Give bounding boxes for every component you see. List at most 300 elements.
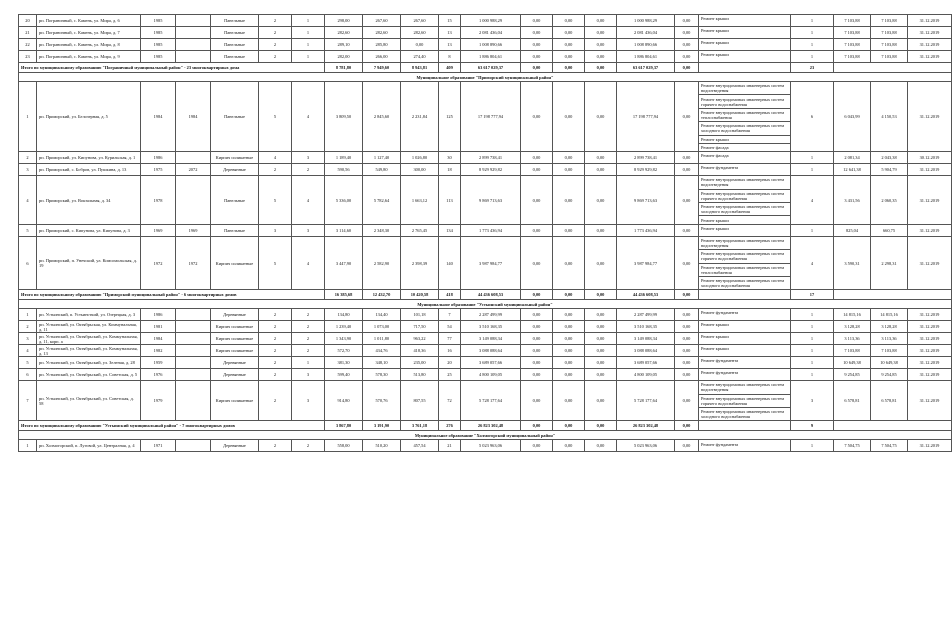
total-empty [699,421,791,431]
work-type-item: Ремонт внутридомовых инженерных систем водоотведения [699,176,790,189]
total-area: 134,80 [325,309,363,321]
fund-regional: 0,00 [553,369,585,381]
deadline: 31.12.2019 [908,309,952,321]
table-row [19,176,952,225]
fund-regional: 0,00 [553,333,585,345]
fund-other: 0,00 [675,381,699,421]
fund-local: 0,00 [585,357,617,369]
residential-area: 717,50 [401,321,439,333]
total-empty [699,290,791,300]
work-type-item: Ремонт внутридомовых инженерных систем горячего водоснабжения [699,95,790,108]
floors: 5 [259,176,292,225]
total-fund-federal: 0,00 [521,63,553,73]
residential-area: 418,36 [401,345,439,357]
year-renovated [176,309,211,321]
residents: 54 [439,321,461,333]
table-row [19,309,952,321]
residents: 140 [439,236,461,290]
work-type-item: Ремонт фасада [701,153,729,159]
deadline: 30.12.2019 [908,152,952,164]
wall-material: Панельные [211,39,259,51]
fund-federal: 0,00 [521,51,553,63]
deadline: 31.12.2019 [908,164,952,176]
table-row [19,51,952,63]
work-types [699,321,791,333]
total-cost: 2 899 738,41 [461,152,521,164]
address: рп. Приморский, ул. Белозерная, д. 5 [37,82,141,152]
fund-federal: 0,00 [521,333,553,345]
fund-local: 0,00 [585,381,617,421]
fund-regional: 0,00 [553,381,585,421]
fund-owners: 1 773 436,94 [617,224,675,236]
row-number: 21 [19,27,37,39]
work-type-item: Ремонт фундамента [701,310,739,316]
total-residents: 409 [439,63,461,73]
fund-regional: 0,00 [553,357,585,369]
entrances: 3 [292,381,325,421]
work-types [699,440,791,452]
year-renovated: 2072 [176,164,211,176]
total-area: 1 239,40 [325,321,363,333]
fund-owners: 5 728 177,64 [617,381,675,421]
total-cost: 2 081 436,04 [461,27,521,39]
work-count: 1 [791,152,834,164]
work-count: 1 [791,309,834,321]
floors: 5 [259,236,292,290]
entrances: 4 [292,82,325,152]
total-fund-federal: 0,00 [521,290,553,300]
floors: 2 [259,369,292,381]
entrances: 2 [292,321,325,333]
year-built: 1976 [141,369,176,381]
fund-owners: 3 510 168,35 [617,321,675,333]
work-types [699,236,791,290]
work-count: 1 [791,345,834,357]
work-type-item: Ремонт крыши [701,322,729,328]
total-area: 8 781,80 [325,63,363,73]
work-count: 1 [791,440,834,452]
max-unit-cost: 3 113,36 [871,333,908,345]
work-type-item: Ремонт фундамента [701,370,739,376]
work-type-item: Ремонт внутридомовых инженерных систем теплоснабжения [699,109,790,122]
year-renovated [176,321,211,333]
residential-area: 513,80 [401,369,439,381]
row-number: 3 [19,164,37,176]
table-row [19,357,952,369]
table-row [19,236,952,290]
year-renovated [176,440,211,452]
entrances: 2 [292,440,325,452]
fund-federal: 0,00 [521,309,553,321]
total-cost: 44 436 608,53 [461,290,521,300]
fund-owners: 8 929 929,82 [617,164,675,176]
unit-cost: 9 254,85 [834,369,871,381]
residents: 21 [439,440,461,452]
residents: 25 [439,369,461,381]
residential-area: 0,00 [401,39,439,51]
wall-material: Панельные [211,176,259,225]
fund-owners: 1 000 988,29 [617,15,675,27]
total-cost: 5 728 177,64 [461,381,521,421]
total-cost: 26 823 302,48 [461,421,521,431]
total-area: 16 385,68 [325,290,363,300]
entrances: 1 [292,357,325,369]
table-row [19,224,952,236]
work-type-item: Ремонт внутридомовых инженерных систем водоотведения [699,381,790,394]
year-built: 1969 [141,224,176,236]
floors: 2 [259,345,292,357]
fund-other: 0,00 [675,51,699,63]
section-total-row [19,290,952,300]
work-types [699,51,791,63]
work-type-item: Ремонт фундамента [701,441,739,447]
year-renovated [176,357,211,369]
total-fund-owners: 44 436 608,53 [617,290,675,300]
total-fund-owners: 63 617 029,37 [617,63,675,73]
unit-cost: 3 590,31 [834,236,871,290]
unit-cost: 6 578,81 [834,381,871,421]
work-types [699,164,791,176]
row-number: 23 [19,51,37,63]
work-count: 1 [791,15,834,27]
row-number: 4 [19,345,37,357]
residential-area: 274,40 [401,51,439,63]
floors: 2 [259,15,292,27]
fund-other: 0,00 [675,333,699,345]
deadline: 31.12.2019 [908,321,952,333]
row-number: 1 [19,309,37,321]
residents: 125 [439,82,461,152]
fund-owners: 9 869 713,63 [617,176,675,225]
work-type-item: Ремонт крыши [701,334,729,340]
living-area: 267,60 [363,15,401,27]
floors: 2 [259,39,292,51]
address: рп. Устьинский, ул. Октябрьский, ул. Советская, д. 58 [37,381,141,421]
year-renovated [176,51,211,63]
living-area: 1 127,40 [363,152,401,164]
deadline: 31.12.2019 [908,39,952,51]
year-built: 1985 [141,51,176,63]
wall-material: Кирпич силикатные [211,152,259,164]
row-number: 6 [19,369,37,381]
fund-federal: 0,00 [521,440,553,452]
fund-regional: 0,00 [553,345,585,357]
entrances: 3 [292,152,325,164]
residential-area: 2 231,84 [401,82,439,152]
deadline: 31.12.2019 [908,381,952,421]
work-types [699,345,791,357]
row-number: 20 [19,15,37,27]
year-built: 1985 [141,15,176,27]
total-cost: 3 149 088,34 [461,333,521,345]
total-cost: 17 198 777,94 [461,82,521,152]
work-type-item: Ремонт фундамента [701,358,739,364]
total-fund-local: 0,00 [585,421,617,431]
max-unit-cost: 660,75 [871,224,908,236]
fund-regional: 0,00 [553,51,585,63]
address: рп. Приморский, ул. Вокзальная, д. 34 [37,176,141,225]
fund-owners: 2 287 499,99 [617,309,675,321]
fund-other: 0,00 [675,236,699,290]
unit-cost: 825,04 [834,224,871,236]
fund-federal: 0,00 [521,224,553,236]
deadline: 31.12.2019 [908,15,952,27]
fund-federal: 0,00 [521,321,553,333]
work-count: 4 [791,176,834,225]
year-renovated [176,27,211,39]
table-row [19,27,952,39]
floors: 2 [259,51,292,63]
entrances: 1 [292,27,325,39]
fund-local: 0,00 [585,224,617,236]
deadline: 31.12.2019 [908,27,952,39]
work-type-item: Ремонт крыши [701,225,729,231]
fund-local: 0,00 [585,164,617,176]
fund-federal: 0,00 [521,15,553,27]
floors: 2 [259,309,292,321]
address: рп. Пограничный, с. Камень, ул. Мира, д. 6 [37,15,141,27]
max-unit-cost: 7 103,88 [871,345,908,357]
floors: 2 [259,333,292,345]
work-count: 1 [791,27,834,39]
living-area: 2 582,90 [363,236,401,290]
total-cost: 8 929 929,82 [461,164,521,176]
year-renovated [176,381,211,421]
entrances: 4 [292,236,325,290]
work-type-item: Ремонт внутридомовых инженерных систем водоотведения [699,82,790,95]
fund-local: 0,00 [585,152,617,164]
wall-material: Кирпич силикатные [211,381,259,421]
work-count: 1 [791,369,834,381]
row-number: 3 [19,333,37,345]
wall-material: Деревянные [211,369,259,381]
floors: 2 [259,27,292,39]
fund-federal: 0,00 [521,164,553,176]
living-area: 2 845,60 [363,82,401,152]
work-count: 1 [791,333,834,345]
total-fund-other: 0,00 [675,290,699,300]
work-type-item: Ремонт крыши [701,16,729,22]
work-type-item: Ремонт крыши [699,136,790,144]
fund-other: 0,00 [675,309,699,321]
wall-material: Панельные [211,82,259,152]
fund-owners: 3 149 088,34 [617,333,675,345]
fund-regional: 0,00 [553,309,585,321]
year-renovated [176,176,211,225]
fund-other: 0,00 [675,164,699,176]
section-total-row [19,63,952,73]
work-types [699,15,791,27]
total-area: 381,30 [325,357,363,369]
address: рп. Приморский, с. Кипунова, ул. Кипунова, д. 3 [37,224,141,236]
table-row [19,440,952,452]
fund-other: 0,00 [675,39,699,51]
table-row [19,39,952,51]
fund-other: 0,00 [675,82,699,152]
total-area: 3 447,90 [325,236,363,290]
total-label: Итого по муниципальному образованию "Устьинский муниципальный район" - 7 многоквартирных домов [19,421,325,431]
max-unit-cost: 2 060,35 [871,176,908,225]
address: рп. Устьинский, ул. Октябрьская, ул. Коммунальная, д. 11 [37,321,141,333]
year-built: 1984 [141,82,176,152]
unit-cost: 7 103,88 [834,39,871,51]
residential-area: 235,00 [401,357,439,369]
fund-federal: 0,00 [521,27,553,39]
total-living-area: 3 191,90 [363,421,401,431]
work-count: 4 [791,236,834,290]
deadline: 31.12.2019 [908,176,952,225]
address: рп. Приморский, с. Бобров, ул. Пушкина, д. 13 [37,164,141,176]
wall-material: Деревянные [211,309,259,321]
unit-cost: 7 103,88 [834,345,871,357]
total-empty [699,63,791,73]
max-unit-cost: 5 904,79 [871,164,908,176]
section-header [19,300,952,309]
entrances: 1 [292,51,325,63]
work-count: 6 [791,82,834,152]
total-cost: 3 689 057,66 [461,357,521,369]
total-cost: 2 287 499,99 [461,309,521,321]
total-cost: 1 773 436,94 [461,224,521,236]
total-work-count: 23 [791,63,834,73]
residents: 7 [439,309,461,321]
residents: 72 [439,381,461,421]
deadline: 31.12.2019 [908,333,952,345]
total-fund-other: 0,00 [675,421,699,431]
fund-regional: 0,00 [553,236,585,290]
unit-cost: 7 103,88 [834,15,871,27]
work-count: 1 [791,39,834,51]
total-area: 914,80 [325,381,363,421]
total-area: 590,56 [325,164,363,176]
total-fund-local: 0,00 [585,63,617,73]
living-area: 2 348,30 [363,224,401,236]
fund-local: 0,00 [585,369,617,381]
living-area: 434,76 [363,345,401,357]
fund-regional: 0,00 [553,82,585,152]
fund-federal: 0,00 [521,381,553,421]
register-sheet [18,14,940,452]
total-fund-owners: 26 823 302,48 [617,421,675,431]
work-type-item: Ремонт крыши [701,217,729,223]
residents: 30 [439,152,461,164]
unit-cost: 7 103,88 [834,51,871,63]
residential-area: 807,55 [401,381,439,421]
residents: 18 [439,164,461,176]
living-area: 266,00 [363,51,401,63]
floors: 5 [259,82,292,152]
residents: 20 [439,357,461,369]
unit-cost: 2 081,34 [834,152,871,164]
fund-local: 0,00 [585,27,617,39]
fund-owners: 4 800 109,05 [617,369,675,381]
living-area: 1 073,00 [363,321,401,333]
section-header [19,431,952,440]
entrances: 3 [292,224,325,236]
total-empty [834,421,952,431]
row-number: 4 [19,176,37,225]
fund-local: 0,00 [585,345,617,357]
table-row [19,152,952,164]
unit-cost: 3 128,28 [834,321,871,333]
total-work-count: 9 [791,421,834,431]
address: рп. Приморский, ул. Кипунова, ул. Курильская, д. 1 [37,152,141,164]
total-cost: 1 000 988,29 [461,15,521,27]
row-number: 7 [19,381,37,421]
fund-other: 0,00 [675,152,699,164]
entrances: 2 [292,345,325,357]
address: рп. Пограничный, с. Камень, ул. Мира, д. 9 [37,51,141,63]
entrances: 1 [292,39,325,51]
year-built: 1959 [141,357,176,369]
living-area: 285,80 [363,39,401,51]
year-built: 1986 [141,309,176,321]
fund-other: 0,00 [675,321,699,333]
entrances: 1 [292,15,325,27]
year-renovated: 1969 [176,224,211,236]
work-type-item: Ремонт внутридомовых инженерных систем холодного водоснабжения [699,203,790,216]
entrances: 4 [292,176,325,225]
total-cost: 1 886 804,61 [461,51,521,63]
unit-cost: 14 815,16 [834,309,871,321]
total-residents: 418 [439,290,461,300]
work-count: 1 [791,321,834,333]
work-type-item: Ремонт внутридомовых инженерных систем водоотведения [699,237,790,250]
unit-cost: 7 504,75 [834,440,871,452]
fund-local: 0,00 [585,51,617,63]
work-types [699,333,791,345]
fund-local: 0,00 [585,236,617,290]
year-renovated [176,333,211,345]
fund-regional: 0,00 [553,224,585,236]
total-area: 289,10 [325,39,363,51]
total-area: 5 336,00 [325,176,363,225]
residential-area: 1 026,80 [401,152,439,164]
floors: 2 [259,381,292,421]
work-count: 1 [791,357,834,369]
living-area: 348,10 [363,357,401,369]
total-area: 1 189,40 [325,152,363,164]
living-area: 549,80 [363,164,401,176]
fund-owners: 1 886 804,61 [617,51,675,63]
total-area: 3 809,50 [325,82,363,152]
deadline: 31.12.2019 [908,82,952,152]
max-unit-cost: 14 815,16 [871,309,908,321]
floors: 2 [259,440,292,452]
max-unit-cost: 7 103,88 [871,27,908,39]
fund-federal: 0,00 [521,82,553,152]
table-row [19,345,952,357]
fund-regional: 0,00 [553,39,585,51]
year-built: 1982 [141,345,176,357]
fund-federal: 0,00 [521,345,553,357]
section-title: Муниципальное образование "Приморский муниципальный район" [19,73,952,82]
year-built: 1972 [141,236,176,290]
residential-area: 267,60 [401,15,439,27]
total-area: 3 867,80 [325,421,363,431]
max-unit-cost: 2 298,31 [871,236,908,290]
total-fund-federal: 0,00 [521,421,553,431]
fund-other: 0,00 [675,369,699,381]
max-unit-cost: 7 504,75 [871,440,908,452]
row-number: 22 [19,39,37,51]
total-fund-other: 0,00 [675,63,699,73]
residents: 77 [439,333,461,345]
total-cost: 1 008 890,66 [461,39,521,51]
floors: 2 [259,357,292,369]
total-label: Итого по муниципальному образованию "Пограничный муниципальный район" - 23 многоквартирных дома [19,63,325,73]
total-fund-regional: 0,00 [553,63,585,73]
